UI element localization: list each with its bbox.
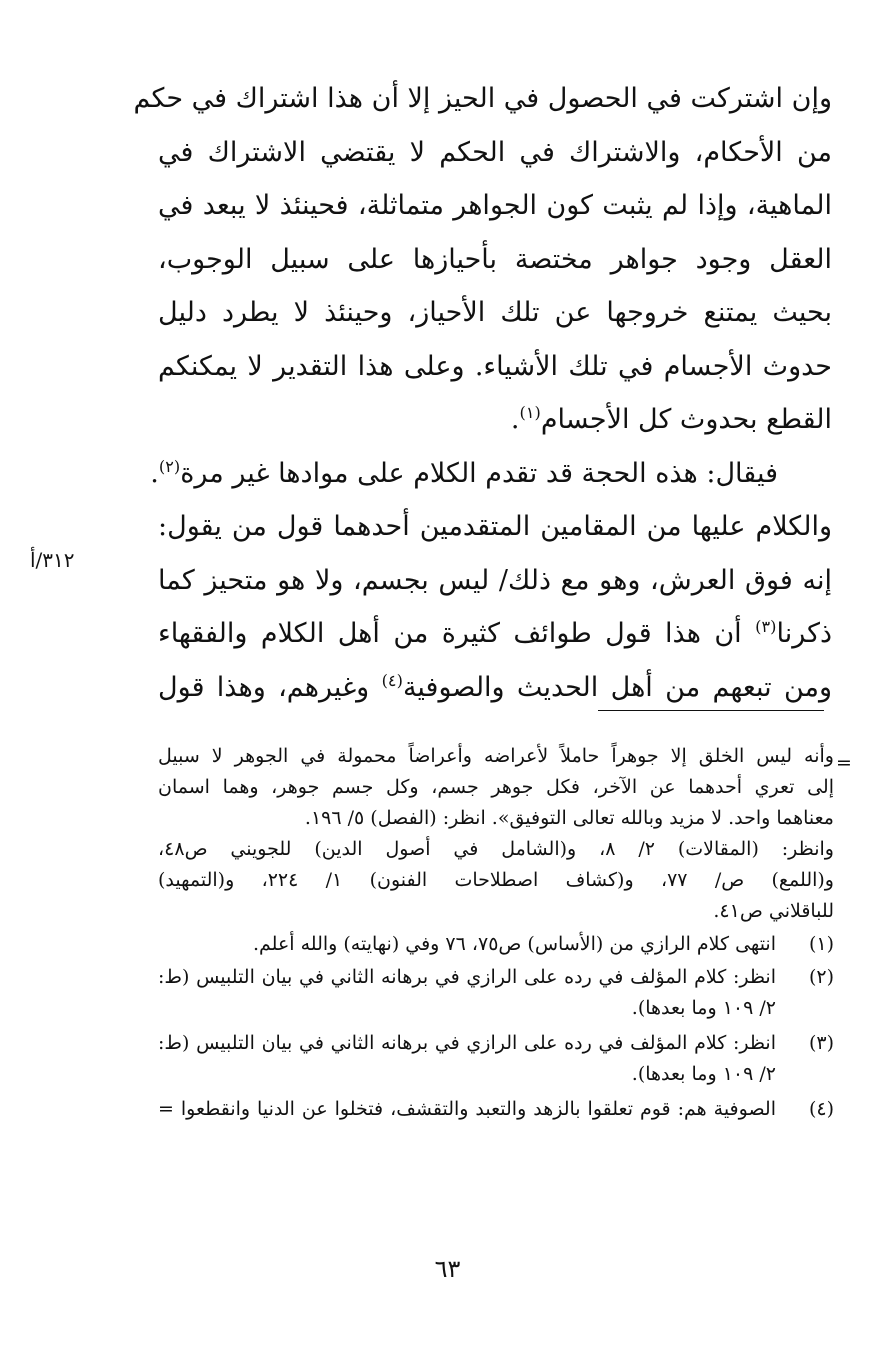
main-line-6: حدوث الأجسام في تلك الأشياء. وعلى هذا التقدير لا يمكنكم — [158, 350, 832, 382]
footnote-3 — [158, 1028, 834, 1090]
main-line-7 — [158, 393, 832, 447]
main-line-11-b: أن هذا قول طوائف كثيرة من أهل الكلام والفقهاء — [158, 618, 742, 649]
main-line-9: والكلام عليها من المقامين المتقدمين أحدهما قول من يقول: — [158, 511, 832, 542]
note-ref-2[interactable]: (٢) — [158, 456, 181, 476]
footnote-4 — [158, 1094, 834, 1125]
footnote-number: (٤) — [808, 1098, 834, 1120]
footnote-continuation — [158, 741, 834, 927]
footnote-number: (١) — [808, 933, 834, 955]
continuation-mark: = — [836, 752, 852, 774]
main-text-body — [133, 72, 832, 714]
main-line-3: الماهية، وإذا لم يثبت كون الجواهر متماثلة، فحينئذ لا يبعد في — [158, 190, 832, 221]
main-line-2: من الأحكام، والاشتراك في الحكم لا يقتضي الاشتراك في — [158, 136, 832, 168]
footnote-cont-line-3: معناهما واحد. لا مزيد وبالله تعالى التوفيق». انظر: (الفصل) ٥/ ١٩٦. — [304, 807, 834, 829]
main-line-11-a: ذكرنا — [776, 618, 832, 649]
note-ref-3[interactable]: (٣) — [755, 617, 777, 636]
main-line-7-text: القطع بحدوث كل الأجسام — [540, 404, 832, 435]
footnote-2-line-2: ٢/ ١٠٩ وما بعدها). — [631, 997, 776, 1019]
main-line-12-b: وغيرهم، وهذا قول — [158, 671, 370, 703]
main-line-11 — [158, 607, 832, 661]
main-line-8-text: فيقال: هذه الحجة قد تقدم الكلام على موادها غير مرة — [180, 457, 778, 489]
footnote-3-line-2: ٢/ ١٠٩ وما بعدها). — [631, 1063, 776, 1085]
footnote-number: (٢) — [808, 966, 834, 988]
footnote-3-line-1: انظر: كلام المؤلف في رده على الرازي في برهانه الثاني في بيان التلبيس (ط: — [158, 1032, 776, 1054]
footnote-2-line-1: انظر: كلام المؤلف في رده على الرازي في برهانه الثاني في بيان التلبيس (ط: — [158, 966, 776, 988]
main-line-12-a: ومن تبعهم من أهل الحديث والصوفية — [402, 671, 832, 703]
footnote-number: (٣) — [808, 1032, 834, 1054]
footnote-cont-line-6: للباقلاني ص٤١. — [713, 900, 834, 922]
main-line-10: إنه فوق العرش، وهو مع ذلك/ ليس بجسم، ولا هو متحيز كما — [158, 564, 832, 596]
main-line-8 — [150, 447, 832, 501]
footnote-4-line-1: الصوفية هم: قوم تعلقوا بالزهد والتعبد والتقشف، فتخلوا عن الدنيا وانقطعوا = — [158, 1098, 776, 1120]
footnote-cont-line-5: و(اللمع) ص/ ٧٧، و(كشاف اصطلاحات الفنون) ١/ ٢٢٤، و(التمهيد) — [158, 869, 834, 891]
main-line-5: بحيث يمتنع خروجها عن تلك الأحياز، وحينئذ لا يطرد دليل — [158, 297, 832, 328]
note-ref-4[interactable]: (٤) — [381, 670, 403, 690]
footnote-separator — [598, 710, 824, 711]
footnote-1-line-1: انتهى كلام الرازي من (الأساس) ص٧٥، ٧٦ وفي (نهايته) والله أعلم. — [252, 933, 776, 955]
footnote-cont-line-1: وأنه ليس الخلق إلا جوهراً حاملاً لأعراضه وأعراضاً محمولة في الجوهر لا سبيل — [158, 745, 834, 767]
main-line-1: وإن اشتركت في الحصول في الحيز إلا أن هذا اشتراك في حكم — [133, 83, 832, 114]
end-mark-2: . — [150, 457, 159, 489]
footnote-cont-line-2: إلى تعري أحدهما عن الآخر، فكل جوهر جسم، وكل جسم جوهر، وهما اسمان — [158, 776, 834, 798]
footnote-cont-line-4: وانظر: (المقالات) ٢/ ٨، و(الشامل في أصول الدين) للجويني ص٤٨، — [158, 838, 834, 860]
main-line-4: العقل وجود جواهر مختصة بأحيازها على سبيل الوجوب، — [158, 243, 832, 275]
footnote-2 — [158, 962, 834, 1024]
manuscript-folio-marker: ٣١٢/أ — [30, 548, 75, 572]
footnotes-section — [158, 741, 834, 1125]
note-ref-1[interactable]: (١) — [519, 403, 541, 422]
footnote-1 — [158, 929, 834, 960]
end-mark-1: . — [510, 404, 520, 435]
page-number: ٦٣ — [434, 1255, 461, 1283]
main-line-12 — [158, 661, 832, 715]
